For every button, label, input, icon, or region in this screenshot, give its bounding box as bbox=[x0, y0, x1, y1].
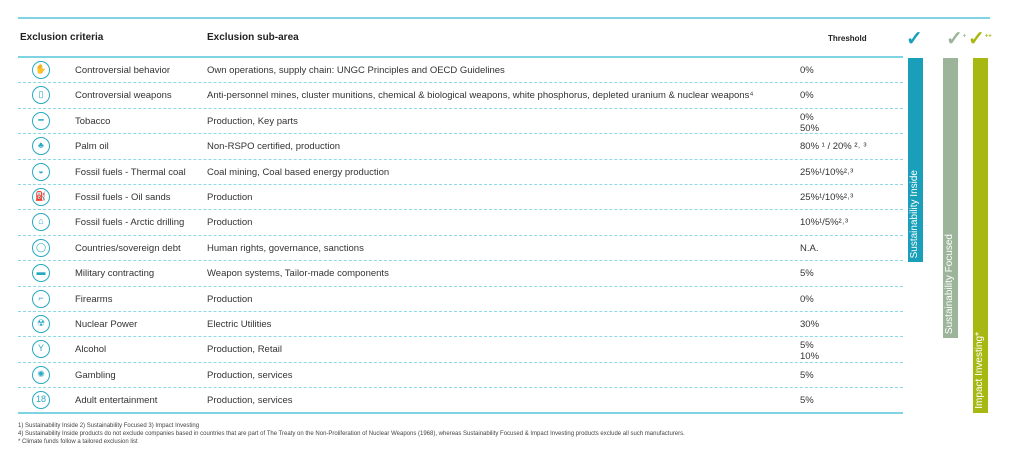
roulette-icon: ✺ bbox=[32, 366, 50, 384]
criteria-cell: Fossil fuels - Arctic drilling bbox=[75, 217, 185, 229]
criteria-cell: Gambling bbox=[75, 369, 116, 381]
threshold-value: 5% bbox=[800, 395, 814, 407]
subarea-cell: Anti-personnel mines, cluster munitions, chemical & biological weapons, white phosphorus, depleted uranium & nuclear weapons⁴ bbox=[207, 90, 754, 102]
table-row bbox=[18, 312, 903, 337]
subarea-cell: Electric Utilities bbox=[207, 319, 272, 330]
table-row bbox=[18, 261, 903, 286]
bar-label-focused: Sustainability Focused bbox=[944, 233, 955, 334]
subarea-cell: Production, Key parts bbox=[207, 115, 298, 127]
criteria-cell: Fossil fuels - Oil sands bbox=[75, 192, 171, 203]
threshold-value: 5% bbox=[800, 369, 814, 381]
oil-pump-icon: ⛽ bbox=[32, 188, 50, 206]
cocktail-icon: Y bbox=[32, 340, 50, 358]
threshold-value: 10%¹/5%²˒³ bbox=[800, 217, 849, 229]
subarea-cell: Non-RSPO certified, production bbox=[207, 141, 341, 153]
footnote: * Climate funds follow a tailored exclusion list bbox=[18, 439, 138, 445]
check-impact-mark: ++ bbox=[984, 33, 992, 40]
threshold-cell bbox=[800, 370, 814, 381]
table-row bbox=[18, 134, 903, 159]
threshold-cell bbox=[800, 268, 814, 279]
threshold-cell bbox=[800, 192, 853, 203]
handshake-icon: ✋ bbox=[32, 61, 50, 79]
threshold-cell bbox=[800, 141, 867, 152]
criteria-cell: Nuclear Power bbox=[75, 319, 138, 330]
check-focused-icon bbox=[946, 26, 966, 51]
criteria-cell: Palm oil bbox=[75, 141, 109, 153]
bottom-divider bbox=[18, 412, 903, 414]
bar-sustainability-focused bbox=[943, 58, 958, 338]
subarea-cell: Own operations, supply chain: UNGC Principles and OECD Guidelines bbox=[207, 65, 505, 76]
threshold-cell bbox=[800, 243, 818, 254]
threshold-value: 25%¹/10%²˒³ bbox=[800, 166, 854, 178]
palm-tree-icon: ♣ bbox=[32, 137, 50, 155]
table-row bbox=[18, 83, 903, 108]
header-exclusion-sub-area: Exclusion sub-area bbox=[207, 32, 299, 43]
bar-label-impact: Impact Investing* bbox=[974, 332, 985, 409]
criteria-cell: Adult entertainment bbox=[75, 395, 158, 407]
check-impact-glyph: ✓ bbox=[968, 28, 985, 50]
subarea-cell: Production, services bbox=[207, 395, 293, 407]
18-plus-icon: 18 bbox=[32, 391, 50, 409]
table-row bbox=[18, 185, 903, 210]
criteria-cell: Controversial behavior bbox=[75, 65, 171, 76]
table-row bbox=[18, 58, 903, 83]
subarea-cell: Coal mining, Coal based energy production bbox=[207, 166, 390, 178]
threshold-value: 80% ¹ / 20% ²˒ ³ bbox=[800, 141, 867, 153]
threshold-cell bbox=[800, 112, 819, 134]
criteria-cell: Tobacco bbox=[75, 115, 111, 127]
threshold-value: 5% bbox=[800, 268, 814, 280]
table-row bbox=[18, 210, 903, 235]
subarea-cell: Production, Retail bbox=[207, 344, 282, 356]
subarea-cell: Production bbox=[207, 293, 253, 305]
globe-icon: ◯ bbox=[32, 239, 50, 257]
subarea-cell: Human rights, governance, sanctions bbox=[207, 242, 364, 254]
criteria-cell: Controversial weapons bbox=[75, 90, 172, 102]
header-exclusion-criteria: Exclusion criteria bbox=[20, 32, 104, 43]
threshold-cell bbox=[800, 167, 853, 178]
table-row bbox=[18, 337, 903, 362]
threshold-cell bbox=[800, 90, 814, 101]
nuclear-icon: ☢ bbox=[32, 315, 50, 333]
threshold-cell bbox=[800, 294, 814, 305]
subarea-cell: Production bbox=[207, 217, 253, 229]
threshold-value-2: 50% bbox=[800, 122, 820, 134]
oil-rig-icon: ⌂ bbox=[32, 213, 50, 231]
threshold-value: N.A. bbox=[800, 242, 819, 254]
tank-icon: ▬ bbox=[32, 264, 50, 282]
footnote: 1) Sustainability Inside 2) Sustainability Focused 3) Impact Investing bbox=[18, 423, 200, 429]
threshold-value: 0% bbox=[800, 111, 814, 123]
threshold-value: 0% bbox=[800, 90, 814, 102]
table-row bbox=[18, 109, 903, 134]
bar-impact-investing bbox=[973, 58, 988, 413]
check-inside-icon: ✓ bbox=[906, 28, 923, 50]
criteria-cell: Firearms bbox=[75, 293, 113, 305]
bullet-icon: ▯ bbox=[32, 86, 50, 104]
criteria-cell: Military contracting bbox=[75, 268, 155, 280]
threshold-cell bbox=[800, 319, 819, 330]
subarea-cell: Production bbox=[207, 192, 253, 203]
threshold-value: 30% bbox=[800, 319, 820, 330]
threshold-value: 5% bbox=[800, 340, 814, 352]
threshold-cell bbox=[800, 340, 819, 362]
bar-label-inside: Sustainability Inside bbox=[909, 169, 920, 258]
criteria-cell: Countries/sovereign debt bbox=[75, 242, 181, 254]
threshold-value: 25%¹/10%²˒³ bbox=[800, 192, 854, 203]
table-row bbox=[18, 160, 903, 185]
threshold-cell bbox=[800, 65, 814, 76]
table-row bbox=[18, 388, 903, 413]
criteria-cell: Fossil fuels - Thermal coal bbox=[75, 166, 186, 178]
table-row bbox=[18, 363, 903, 388]
threshold-value-2: 10% bbox=[800, 351, 820, 363]
criteria-cell: Alcohol bbox=[75, 344, 107, 356]
top-divider bbox=[18, 17, 990, 19]
subarea-cell: Production, services bbox=[207, 369, 293, 381]
table-row bbox=[18, 287, 903, 312]
table-row bbox=[18, 236, 903, 261]
check-focused-glyph: ✓ bbox=[946, 28, 963, 50]
threshold-value: 0% bbox=[800, 65, 814, 76]
threshold-cell bbox=[800, 217, 848, 228]
cigarette-icon: ━ bbox=[32, 112, 50, 130]
bar-sustainability-inside bbox=[908, 58, 923, 262]
gun-icon: ⌐ bbox=[32, 290, 50, 308]
subarea-cell: Weapon systems, Tailor-made components bbox=[207, 268, 389, 280]
header-threshold: Threshold bbox=[828, 34, 867, 43]
check-impact-icon bbox=[968, 26, 992, 51]
footnote: 4) Sustainability Inside products do not exclude companies based in countries that are part of The Treaty on the Non-Proliferation of Nuclear Weapons (1968), whereas Sustainability Focused & Impact Investing products exclude all such manufacturers. bbox=[18, 431, 685, 437]
check-focused-mark: + bbox=[962, 33, 967, 40]
coal-icon: ◒ bbox=[32, 163, 50, 181]
threshold-cell bbox=[800, 395, 814, 406]
threshold-value: 0% bbox=[800, 293, 814, 305]
